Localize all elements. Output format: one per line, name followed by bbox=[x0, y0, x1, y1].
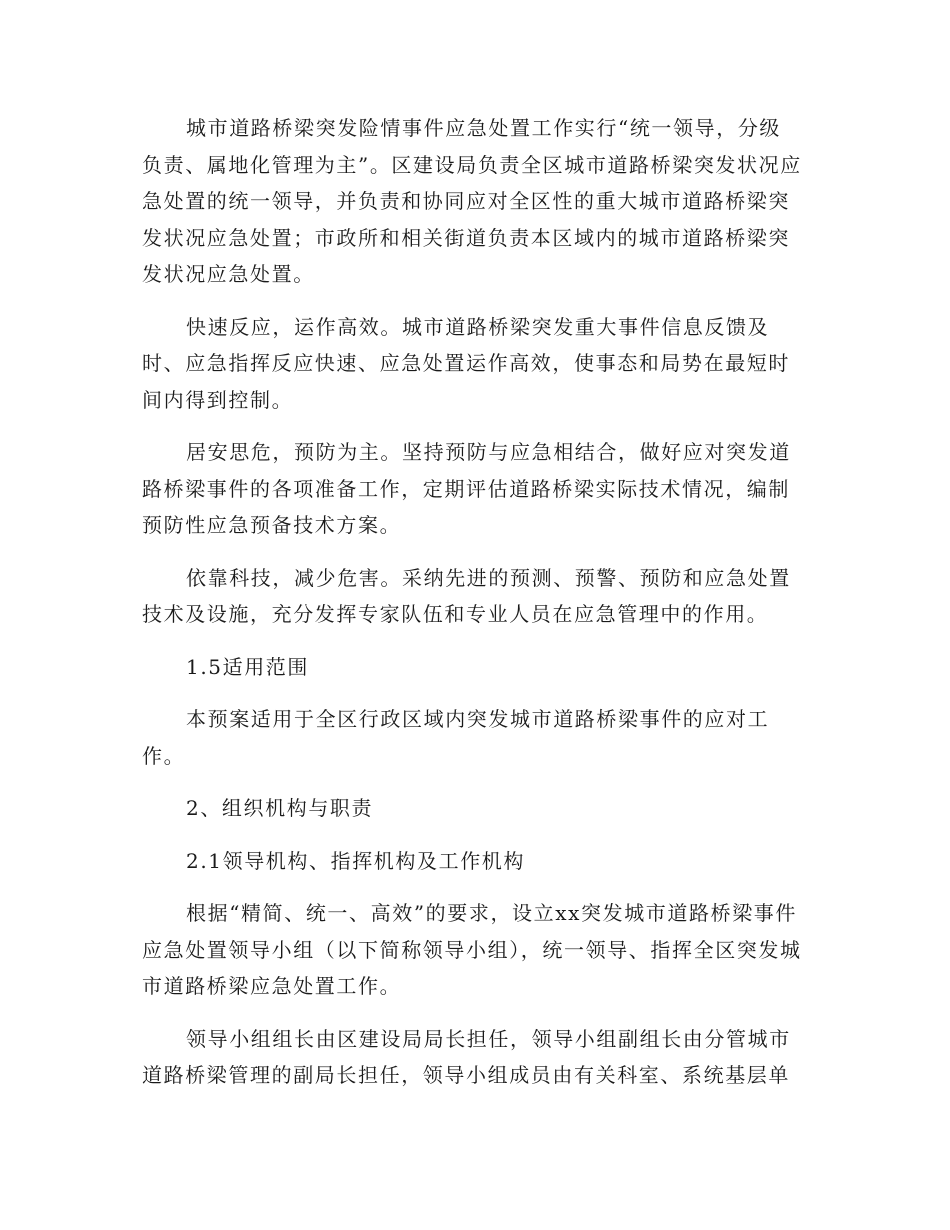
paragraph-principle-rapid-response: 快速反应，运作高效。城市道路桥梁突发重大事件信息反馈及时、应急指挥反应快速、应急处置运作高效，使事态和局势在最短时间内得到控制。 bbox=[142, 314, 790, 412]
paragraph-group-members: 领导小组组长由区建设局局长担任，领导小组副组长由分管城市道路桥梁管理的副局长担任，领导小组成员由有关科室、系统基层单 bbox=[142, 1026, 791, 1087]
paragraph-scope: 本预案适用于全区行政区域内突发城市道路桥梁事件的应对工作。 bbox=[142, 707, 770, 768]
paragraph-principle-prevention: 居安思危，预防为主。坚持预防与应急相结合，做好应对突发道路桥梁事件的各项准备工作，定期评估道路桥梁实际技术情况，编制预防性应急预备技术方案。 bbox=[142, 440, 791, 537]
paragraph-principle-technology: 依靠科技，减少危害。采纳先进的预测、预警、预防和应急处置技术及设施，充分发挥专家队伍和专业人员在应急管理中的作用。 bbox=[142, 565, 791, 626]
paragraph-leadership-group: 根据“精简、统一、高效”的要求，设立xx突发城市道路桥梁事件应急处置领导小组（以下简称领导小组），统一领导、指挥全区突发城市道路桥梁应急处置工作。 bbox=[142, 901, 802, 998]
section-heading-leadership-bodies: 2.1领导机构、指挥机构及工作机构 bbox=[186, 848, 526, 873]
document-body bbox=[142, 110, 802, 1094]
paragraph-principle-unified-leadership: 城市道路桥梁突发险情事件应急处置工作实行“统一领导，分级负责、属地化管理为主”。区建设局负责全区城市道路桥梁突发状况应急处置的统一领导，并负责和协同应对全区性的重大城市道路桥梁突发状况应急处置；市政所和相关街道负责本区域内的城市道路桥梁突发状况应急处置。 bbox=[142, 116, 802, 286]
section-heading-scope: 1.5适用范围 bbox=[186, 654, 310, 679]
section-heading-organization: 2、组织机构与职责 bbox=[186, 796, 374, 820]
